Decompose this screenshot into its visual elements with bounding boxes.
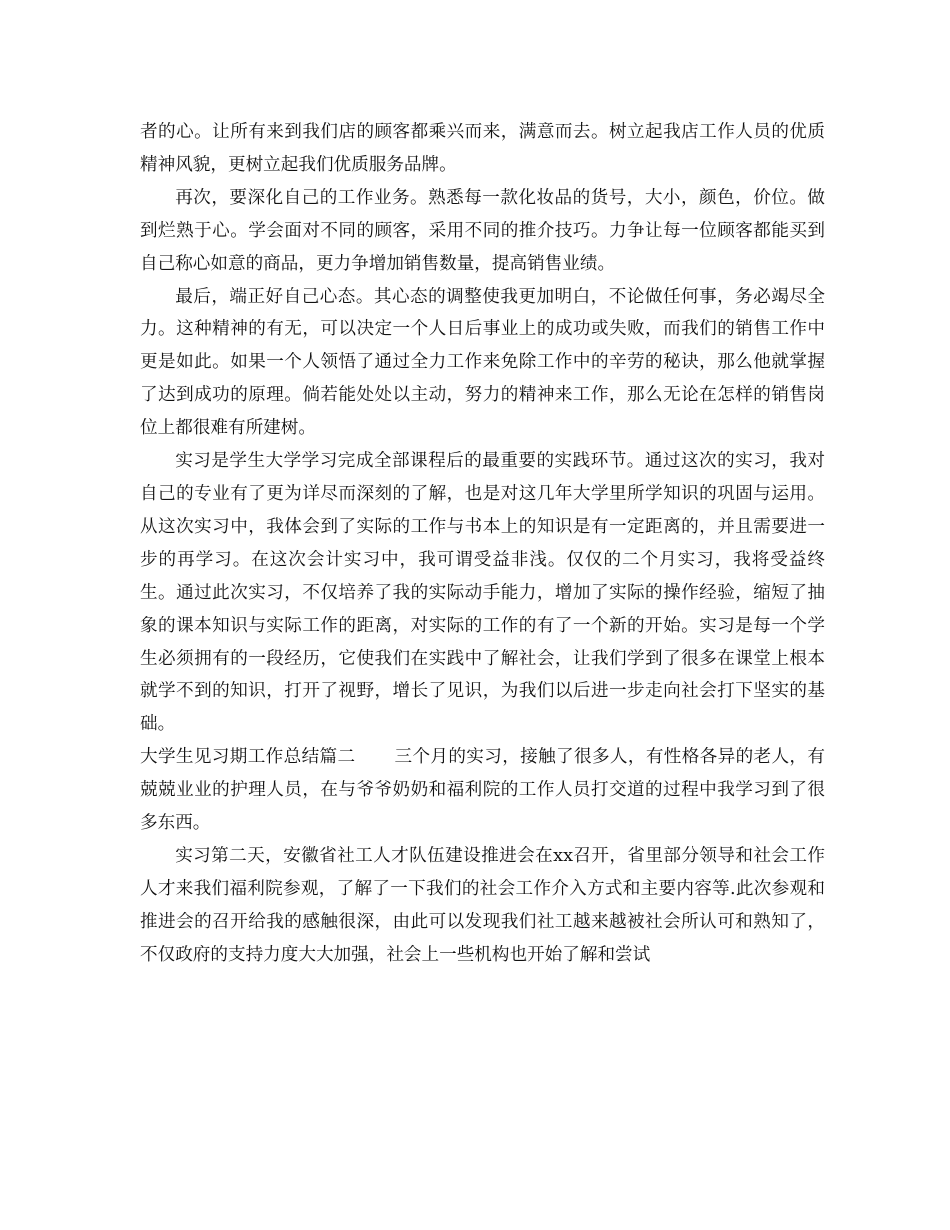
- paragraph-5: 实习第二天，安徽省社工人才队伍建设推进会在xx召开，省里部分领导和社会工作人才来我们福利院参观，了解了一下我们的社会工作介入方式和主要内容等.此次参观和推进会的召开给我的感触很深，由此可以发现我们社工越来越被社会所认可和熟知了，不仅政府的支持力度大大加强，社会上一些机构也开始了解和尝试: [140, 845, 825, 965]
- document-body: [140, 116, 825, 972]
- section-paragraph: [140, 741, 825, 840]
- paragraph-2: 再次，要深化自己的工作业务。熟悉每一款化妆品的货号，大小，颜色，价位。做到烂熟于心。学会面对不同的顾客，采用不同的推介技巧。力争让每一位顾客都能买到自己称心如意的商品，更力争增加销售数量，提高销售业绩。: [140, 187, 825, 274]
- paragraph-3: 最后，端正好自己心态。其心态的调整使我更加明白，不论做任何事，务必竭尽全力。这种精神的有无，可以决定一个人日后事业上的成功或失败，而我们的销售工作中更是如此。如果一个人领悟了通过全力工作来免除工作中的辛劳的秘诀，那么他就掌握了达到成功的原理。倘若能处处以主动，努力的精神来工作，那么无论在怎样的销售岗位上都很难有所建树。: [140, 286, 825, 439]
- section-intro-text: 三个月的实习，接触了很多人，有性格各异的老人，有兢兢业业的护理人员，在与爷爷奶奶和福利院的工作人员打交道的过程中我学习到了很多东西。: [140, 747, 825, 834]
- section-heading: 大学生见习期工作总结篇二: [140, 747, 356, 768]
- paragraph-1: 者的心。让所有来到我们店的顾客都乘兴而来，满意而去。树立起我店工作人员的优质精神风貌，更树立起我们优质服务品牌。: [140, 122, 825, 175]
- paragraph-4: 实习是学生大学学习完成全部课程后的最重要的实践环节。通过这次的实习，我对自己的专业有了更为详尽而深刻的了解，也是对这几年大学里所学知识的巩固与运用。从这次实习中，我体会到了实际的工作与书本上的知识是有一定距离的，并且需要进一步的再学习。在这次会计实习中，我可谓受益非浅。仅仅的二个月实习，我将受益终生。通过此次实习，不仅培养了我的实际动手能力，增加了实际的操作经验，缩短了抽象的课本知识与实际工作的距离，对实际的工作的有了一个新的开始。实习是每一个学生必须拥有的一段经历，它使我们在实践中了解社会，让我们学到了很多在课堂上根本就学不到的知识，打开了视野，增长了见识，为我们以后进一步走向社会打下坚实的基础。: [140, 451, 825, 735]
